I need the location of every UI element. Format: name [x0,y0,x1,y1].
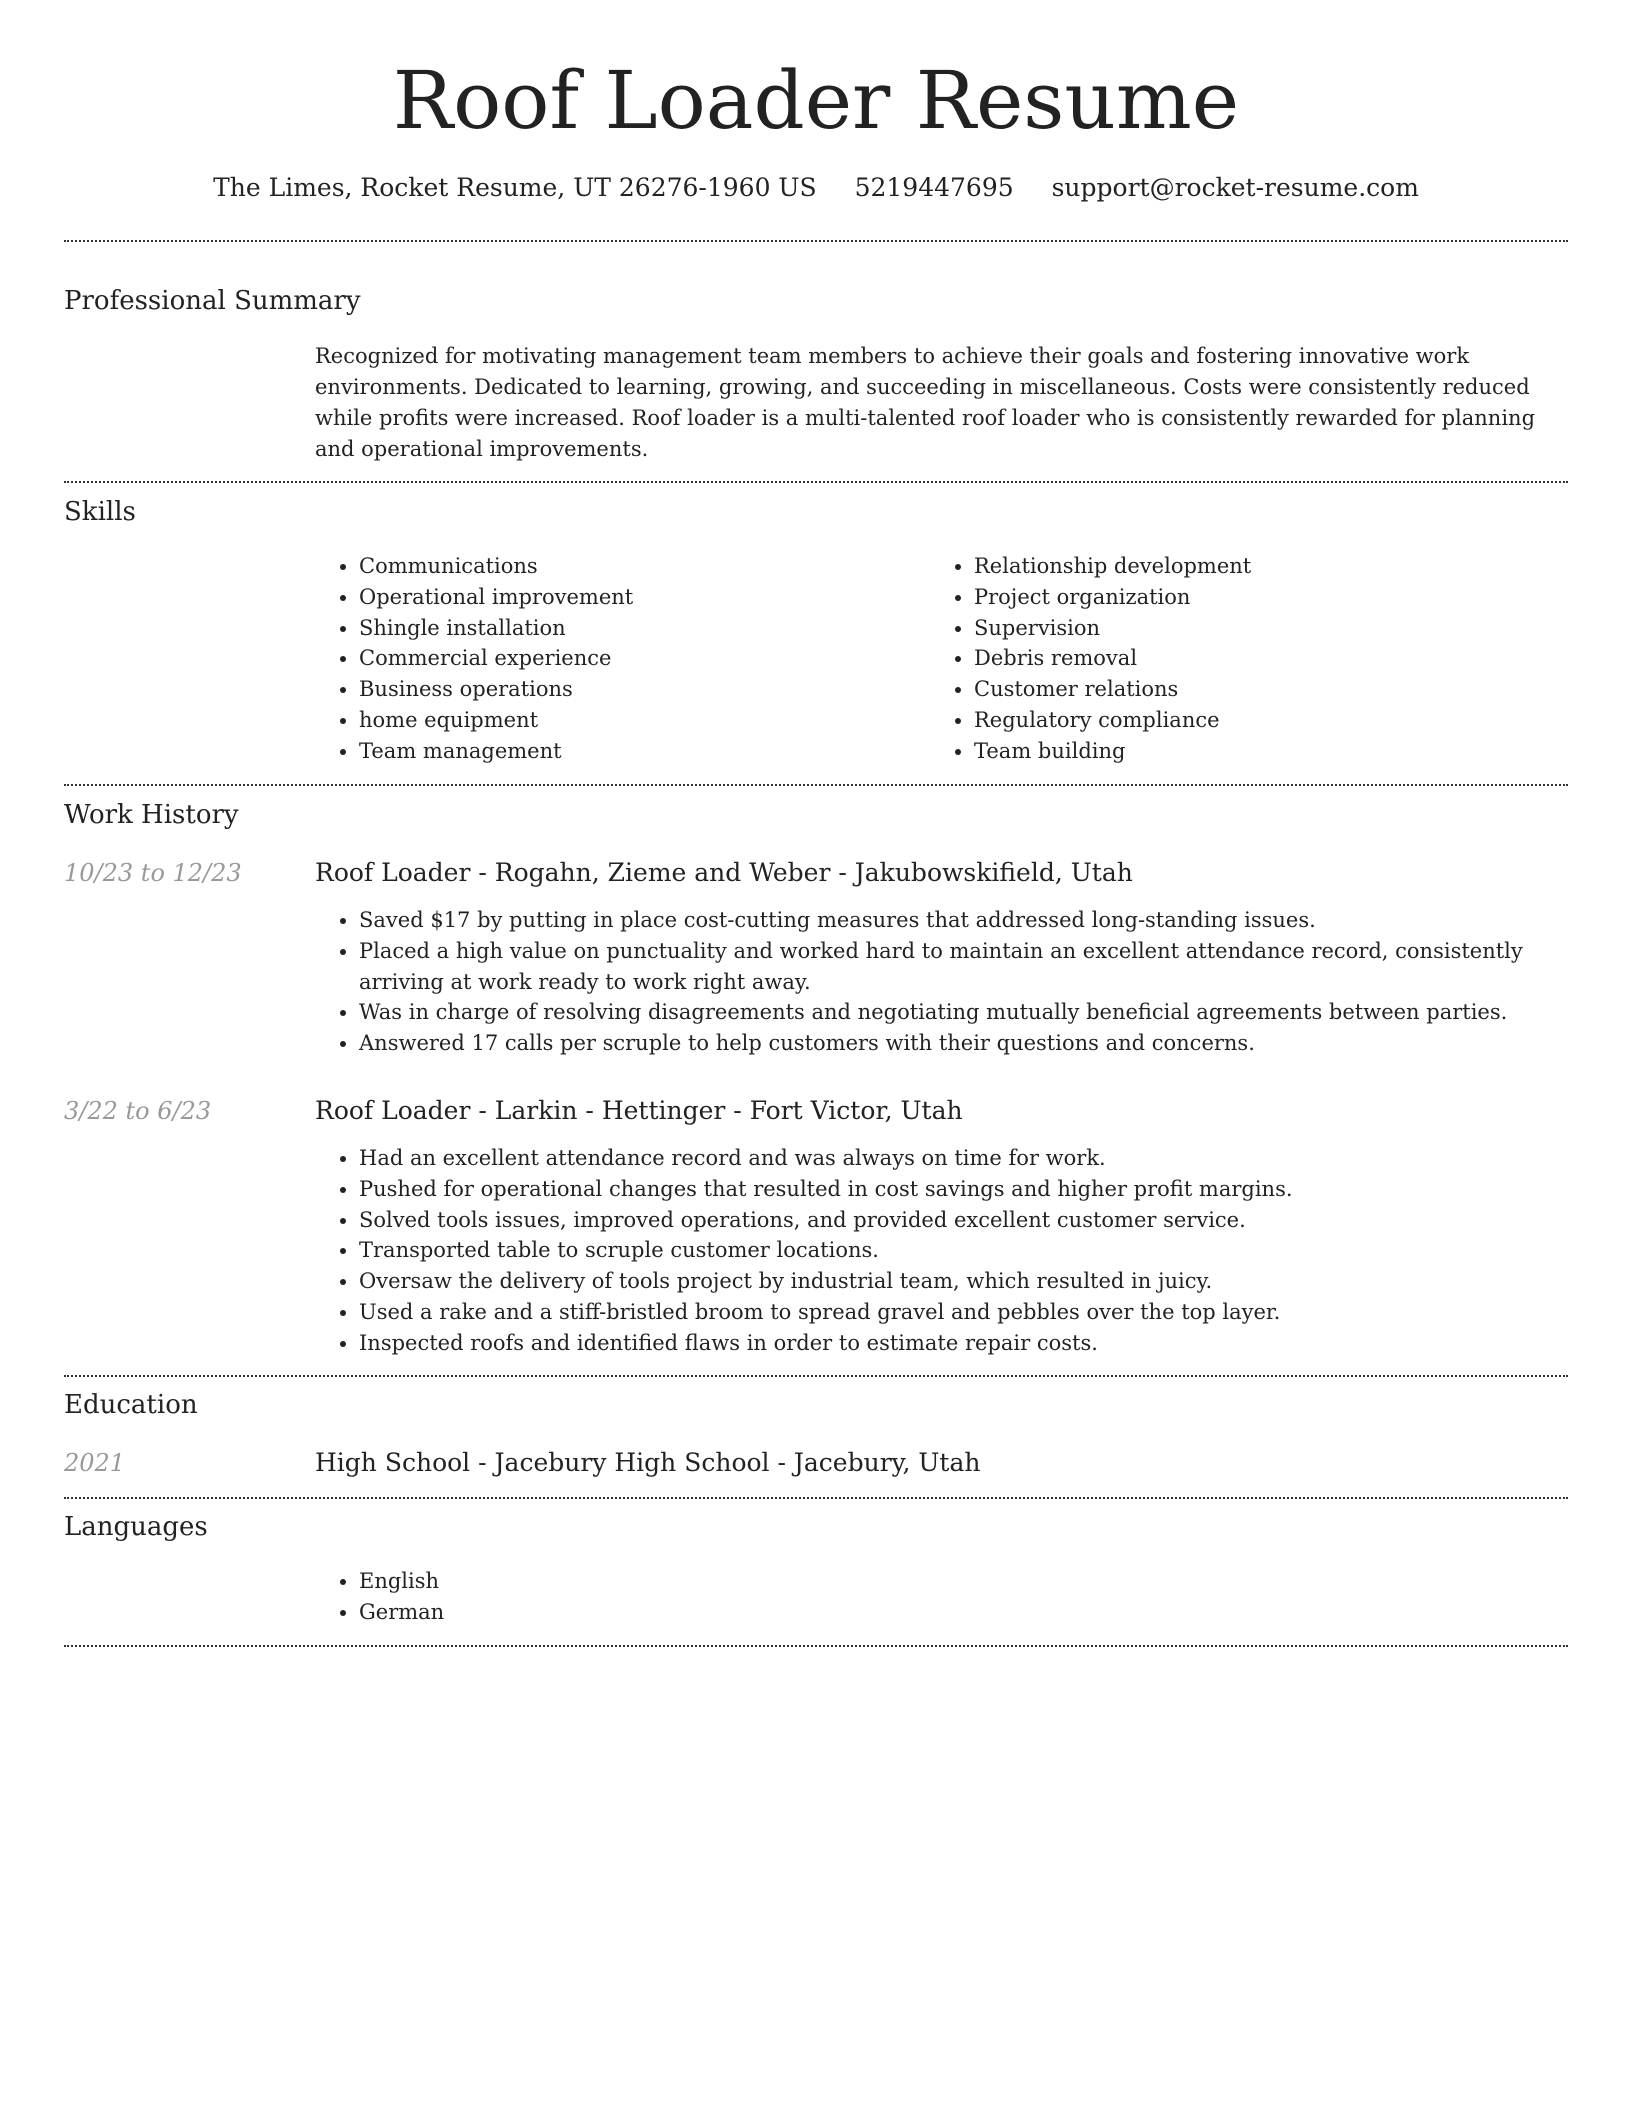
languages-list [315,1566,1565,1628]
job-bullets [315,905,1565,1059]
skill-item: • Team building [974,736,1560,767]
contact-address: The Limes, Rocket Resume, UT 26276-1960 US [213,173,817,202]
job-dates: 10/23 to 12/23 [64,859,242,887]
education-heading: Education [64,1390,198,1420]
section-divider [64,1497,1568,1499]
job-title: Roof Loader - Rogahn, Zieme and Weber - Jakubowskifield, Utah [315,858,1133,887]
section-divider [64,240,1568,242]
section-divider [64,784,1568,786]
job-bullet: • Inspected roofs and identified flaws in order to estimate repair costs. [359,1328,1565,1359]
job-bullets [315,1143,1565,1359]
resume-title: Roof Loader Resume [392,54,1240,147]
skill-item: • Communications [359,551,915,582]
language-item: • German [359,1597,1565,1628]
job-bullet: • Saved $17 by putting in place cost-cutting measures that addressed long-standing issues. [359,905,1565,936]
skill-item: • Customer relations [974,674,1560,705]
job-bullet: • Placed a high value on punctuality and worked hard to maintain an excellent attendance record, consistently arriving at work ready to work right away. [359,936,1565,998]
section-divider [64,1375,1568,1377]
skill-item: • Operational improvement [359,582,915,613]
summary-heading: Professional Summary [64,286,361,316]
job-bullet: • Transported table to scruple customer locations. [359,1235,1565,1266]
job-title: Roof Loader - Larkin - Hettinger - Fort Victor, Utah [315,1096,963,1125]
job-bullet: • Answered 17 calls per scruple to help customers with their questions and concerns. [359,1028,1565,1059]
job-dates: 3/22 to 6/23 [64,1097,212,1125]
job-bullet: • Used a rake and a stiff-bristled broom to spread gravel and pebbles over the top layer. [359,1297,1565,1328]
skill-item: • Relationship development [974,551,1560,582]
work-heading: Work History [64,800,239,830]
job-bullet: • Oversaw the delivery of tools project by industrial team, which resulted in juicy. [359,1266,1565,1297]
job-bullet: • Had an excellent attendance record and was always on time for work. [359,1143,1565,1174]
skills-heading: Skills [64,497,136,527]
skill-item: • Regulatory compliance [974,705,1560,736]
contact-line [0,170,1632,206]
skill-item: • Debris removal [974,643,1560,674]
skills-column-right [930,551,1560,767]
section-divider [64,481,1568,483]
education-year: 2021 [64,1449,126,1477]
skills-column-left [315,551,915,767]
contact-email: support@rocket-resume.com [1051,173,1419,202]
skill-item: • Team management [359,736,915,767]
skill-item: • Commercial experience [359,643,915,674]
skill-item: • Supervision [974,613,1560,644]
section-divider [64,1645,1568,1647]
skill-item: • Business operations [359,674,915,705]
skill-item: • Project organization [974,582,1560,613]
job-bullet: • Pushed for operational changes that resulted in cost savings and higher profit margins. [359,1174,1565,1205]
contact-phone: 5219447695 [854,173,1014,202]
skill-item: • Shingle installation [359,613,915,644]
job-bullet: • Was in charge of resolving disagreements and negotiating mutually beneficial agreements between parties. [359,997,1565,1028]
languages-heading: Languages [64,1512,208,1542]
education-entry: High School - Jacebury High School - Jacebury, Utah [315,1448,981,1477]
summary-text: Recognized for motivating management team members to achieve their goals and fostering innovative work environments. Dedicated to learning, growing, and succeeding in miscellaneous. Costs were consistently reduced while profits were increased. Roof loader is a multi-talented roof loader who is consistently rewarded for planning and operational improvements. [315,344,1536,461]
skill-item: • home equipment [359,705,915,736]
job-bullet: • Solved tools issues, improved operations, and provided excellent customer service. [359,1205,1565,1236]
language-item: • English [359,1566,1565,1597]
